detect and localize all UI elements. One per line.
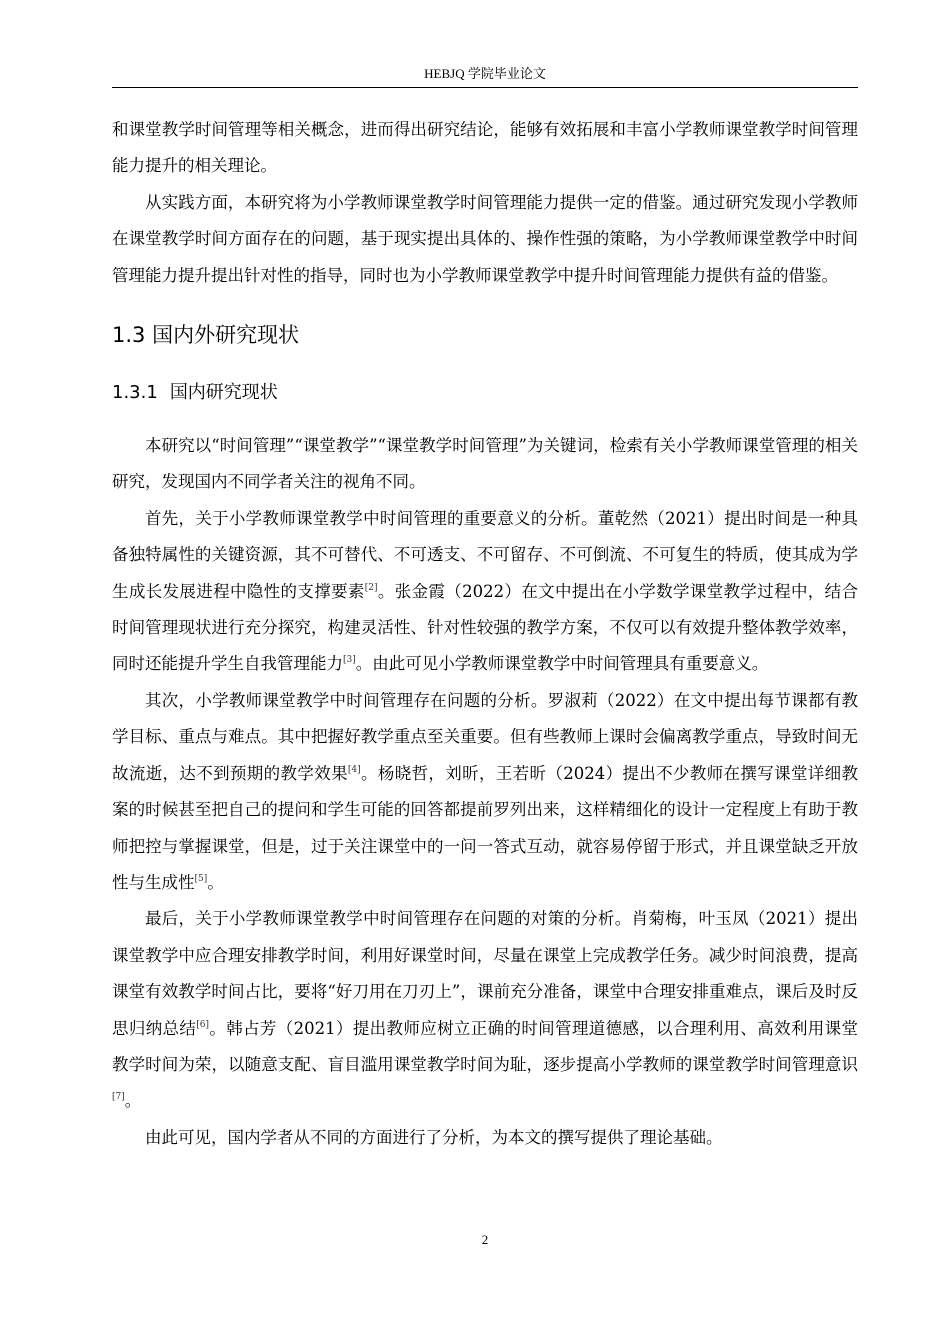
document-body xyxy=(112,112,858,1156)
citation-ref: [5] xyxy=(194,873,208,884)
paragraph-keywords: 本研究以“时间管理”“课堂教学”“课堂教学时间管理”为关键词，检索有关小学教师课堂管理的相关研究，发现国内不同学者关注的视角不同。 xyxy=(112,436,858,492)
paragraph-conclusion: 由此可见，国内学者从不同的方面进行了分析，为本文的撰写提供了理论基础。 xyxy=(145,1127,723,1147)
citation-ref: [2] xyxy=(364,582,378,593)
text-segment: 最后，关于小学教师课堂教学中时间管理存在问题的对策的分析。肖菊梅，叶玉凤（2021）提出课堂教学中应合理安排教学时间，利用好课堂时间，尽量在课堂上完成教学任务。减少时间浪费，提高课堂有效教学时间占比，要将“好刀用在刀刃上”，课前充分准备，课堂中合理安排重难点，课后及时反思归纳总结 xyxy=(112,909,858,1038)
page-header: HEBJQ 学院毕业论文 xyxy=(424,66,546,81)
citation-ref: [4] xyxy=(347,764,361,775)
section-heading: 1.3 国内外研究现状 xyxy=(112,323,300,348)
paragraph-practice-significance: 从实践方面，本研究将为小学教师课堂教学时间管理能力提供一定的借鉴。通过研究发现小学教师在课堂教学时间方面存在的问题，基于现实提出具体的、操作性强的策略，为小学教师课堂教学中时间管理能力提升提出针对性的指导，同时也为小学教师课堂教学中提升时间管理能力提供有益的借鉴。 xyxy=(112,192,858,285)
text-segment: 。 xyxy=(207,872,224,892)
paragraph-strategies-review xyxy=(112,901,858,1119)
page-number: 2 xyxy=(481,1232,489,1247)
citation-ref: [6] xyxy=(196,1019,210,1030)
paragraph-theory-significance: 和课堂教学时间管理等相关概念，进而得出研究结论，能够有效拓展和丰富小学教师课堂教学时间管理能力提升的相关理论。 xyxy=(112,120,858,176)
subsection-heading xyxy=(112,362,858,424)
text-segment: 首先，关于小学教师课堂教学中时间管理的重要意义的分析。董乾然（2021）提出时间是一种具备独特属性的关键资源，其不可替代、不可透支、不可留存、不可倒流、不可复生的特质，使其成为学生成长发展进程中隐性的支撑要素 xyxy=(112,508,858,601)
citation-ref: [7] xyxy=(112,1092,125,1103)
header-rule xyxy=(112,87,858,88)
text-segment: 。 xyxy=(124,1091,142,1111)
text-segment: 。张金霞（2022）在文中提出在小学数学课堂教学过程中，结合时间管理现状进行充分探究，构建灵活性、针对性较强的教学方案，不仅可以有效提升整体教学效率，同时还能提升学生自我管理能力 xyxy=(112,581,859,674)
text-segment: 。杨晓哲，刘昕，王若昕（2024）提出不少教师在撰写课堂详细教案的时候甚至把自己的提问和学生可能的回答都提前罗列出来，这样精细化的设计一定程度上有助于教师把控与掌握课堂，但是，过于关注课堂中的一问一答式互动，就容易停留于形式，并且课堂缺乏开放性与生成性 xyxy=(112,763,858,892)
paragraph-problems-review xyxy=(112,683,858,901)
subsection-number: 1.3.1 xyxy=(112,382,158,404)
subsection-title: 国内研究现状 xyxy=(169,382,278,404)
text-segment: 。韩占芳（2021）提出教师应树立正确的时间管理道德感，以合理利用、高效利用课堂教学时间为荣，以随意支配、盲目滥用课堂教学时间为耻，逐步提高小学教师的课堂教学时间管理意识 xyxy=(112,1018,859,1074)
text-segment: 其次，小学教师课堂教学中时间管理存在问题的分析。罗淑莉（2022）在文中提出每节课都有教学目标、重点与难点。其中把握好教学重点至关重要。但有些教师上课时会偏离教学重点，导致时间无故流逝，达不到预期的教学效果 xyxy=(112,690,858,783)
paragraph-significance-review xyxy=(112,501,858,683)
citation-ref: [3] xyxy=(343,655,356,666)
text-segment: 。由此可见小学教师课堂教学中时间管理具有重要意义。 xyxy=(355,654,769,674)
